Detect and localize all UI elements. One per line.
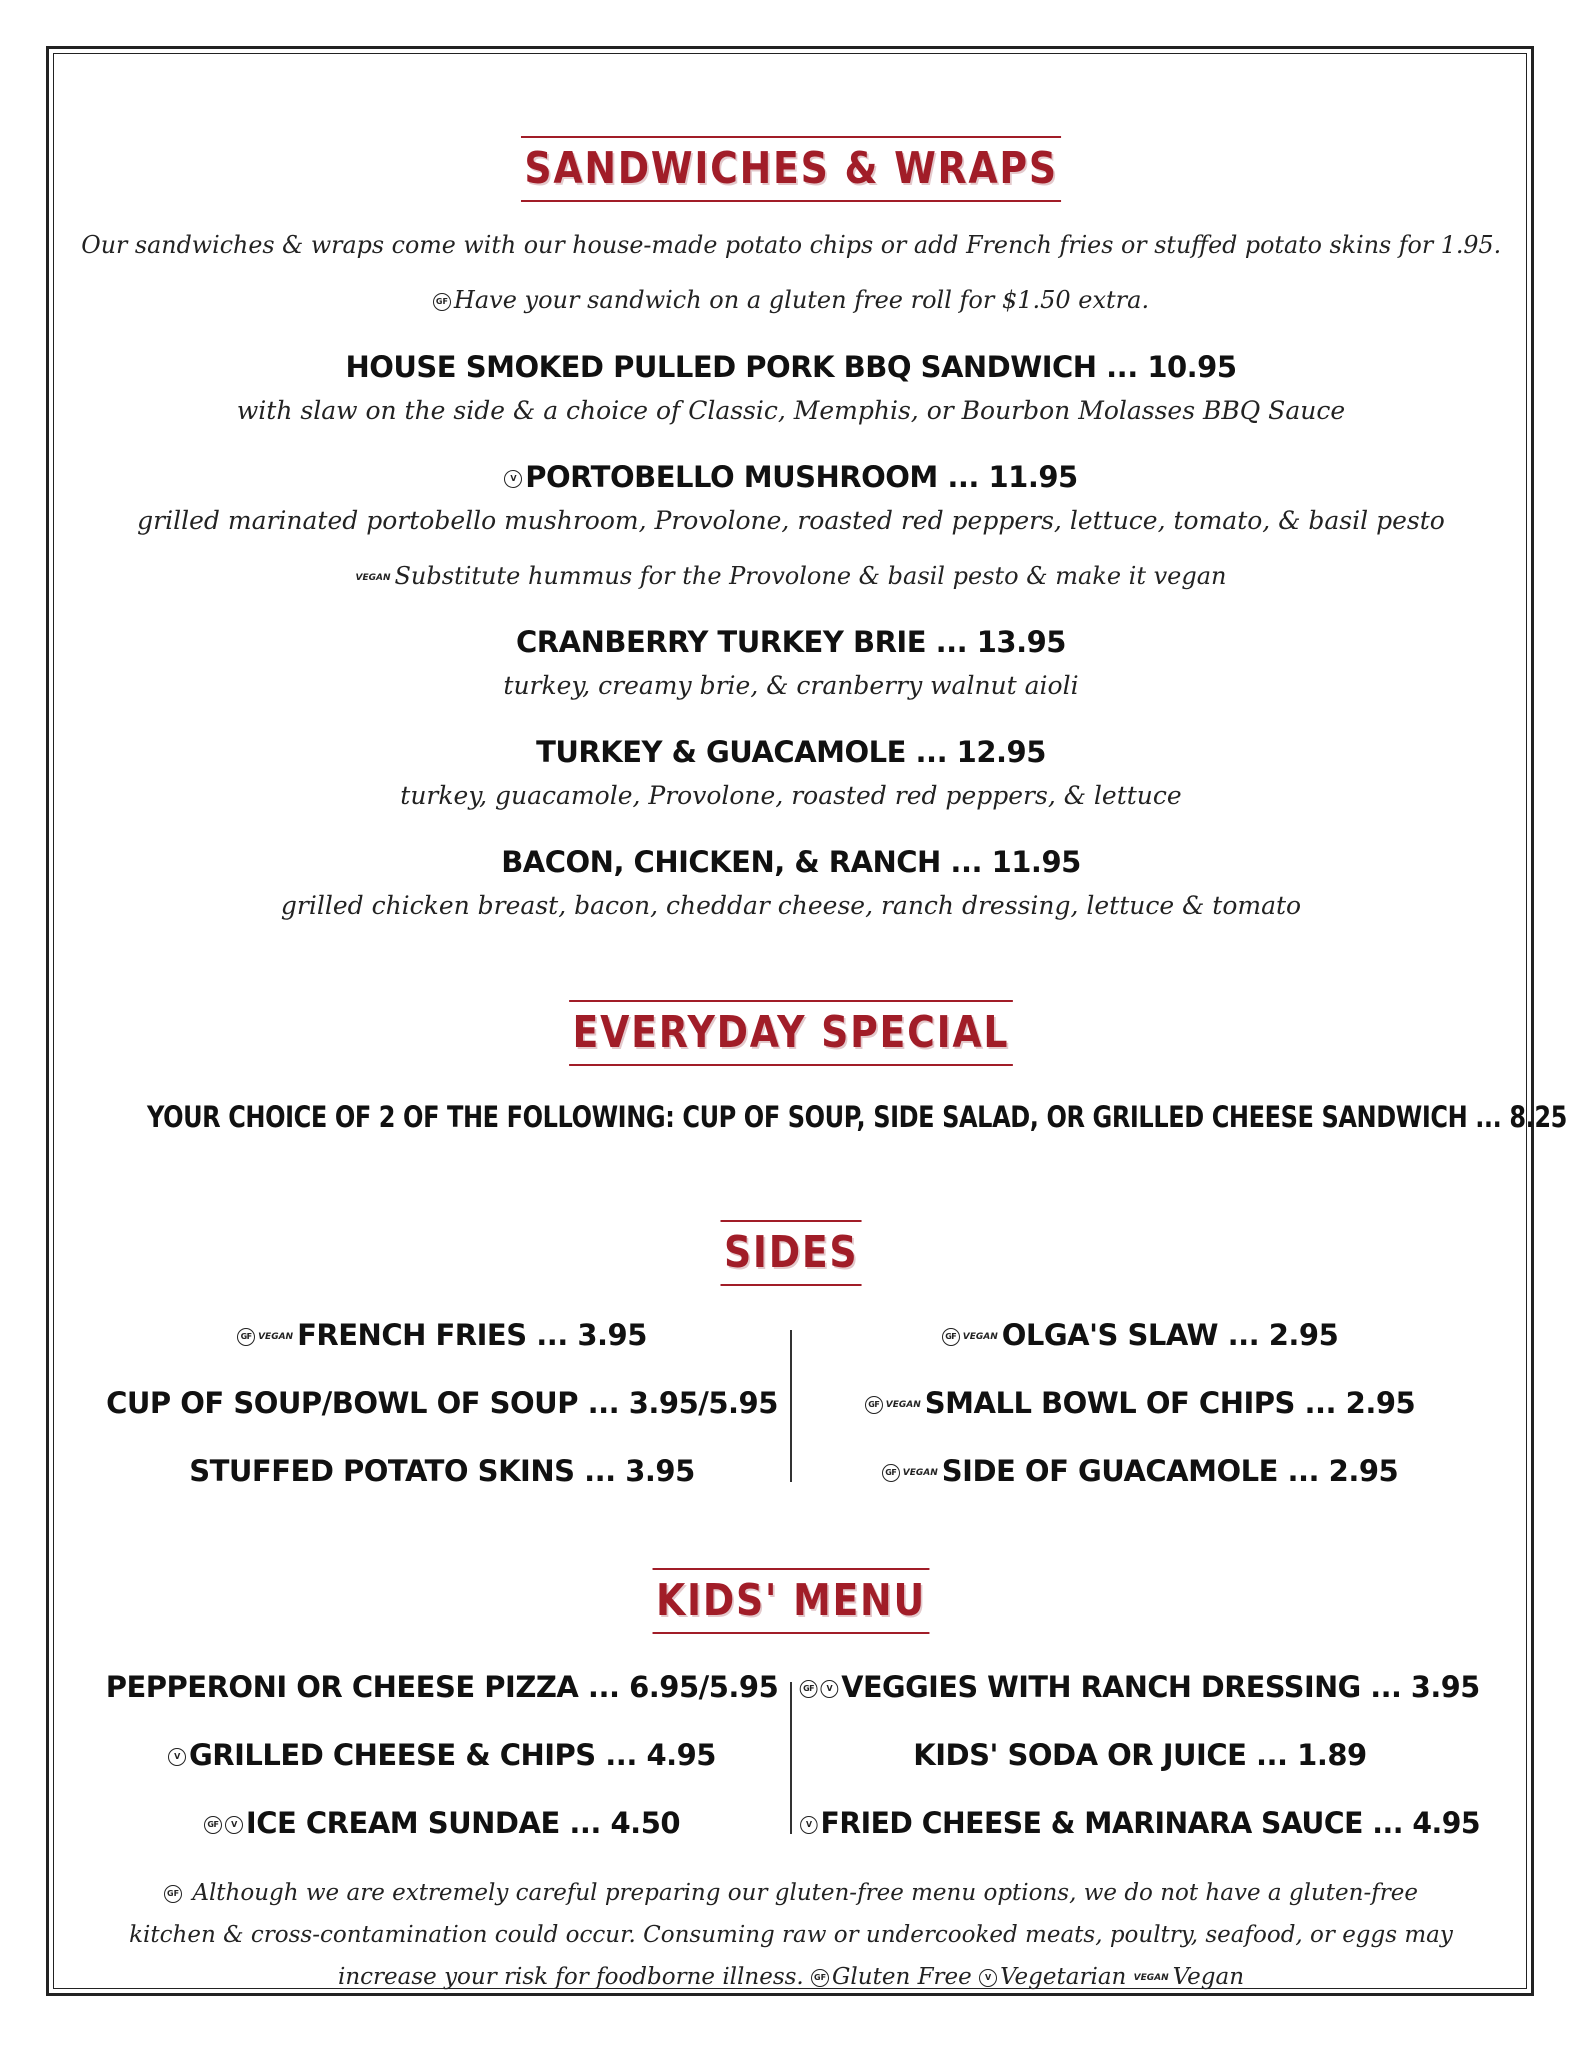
menu-item-bacon-chicken-ranch: BACON, CHICKEN, & RANCH ... 11.95	[501, 845, 1081, 879]
menu-item-pulled-pork-desc: with slaw on the side & a choice of Classic, Memphis, or Bourbon Molasses BBQ Sauce	[236, 396, 1346, 425]
gluten-free-icon: GF	[800, 1680, 818, 1698]
everyday-special-text: YOUR CHOICE OF 2 OF THE FOLLOWING: CUP OF SOUP, SIDE SALAD, OR GRILLED CHEESE SANDWICH ... 8.25	[146, 1100, 1567, 1134]
vegetarian-icon: V	[504, 470, 522, 488]
vegan-icon: VEGAN	[962, 1332, 998, 1342]
menu-item-portobello-vegan-note: VEGAN Substitute hummus for the Provolone & basil pesto & make it vegan	[355, 562, 1227, 590]
gluten-free-icon: GF	[204, 1816, 222, 1834]
menu-item-portobello-desc: grilled marinated portobello mushroom, Provolone, roasted red peppers, lettuce, tomato, & basil pesto	[137, 506, 1445, 535]
kids-item-fried-cheese: V FRIED CHEESE & MARINARA SAUCE ... 4.95	[790, 1806, 1490, 1840]
kids-item-grilled-cheese: V GRILLED CHEESE & CHIPS ... 4.95	[92, 1738, 792, 1772]
gluten-free-roll-note: GF Have your sandwich on a gluten free roll for $1.50 extra.	[0, 286, 1582, 314]
gluten-free-icon: GF	[164, 1885, 182, 1903]
vegan-icon: VEGAN	[902, 1468, 938, 1478]
vegan-icon: VEGAN	[355, 572, 391, 583]
vegetarian-icon: V	[800, 1816, 818, 1834]
gluten-free-icon: GF	[811, 1969, 829, 1987]
menu-item-portobello: V PORTOBELLO MUSHROOM ... 11.95	[0, 460, 1582, 494]
gluten-free-icon: GF	[865, 1396, 883, 1414]
kids-item-pizza: PEPPERONI OR CHEESE PIZZA ... 6.95/5.95	[105, 1670, 779, 1704]
menu-item-pulled-pork: HOUSE SMOKED PULLED PORK BBQ SANDWICH ... 10.95	[345, 350, 1237, 384]
menu-item-cranberry-turkey-brie: CRANBERRY TURKEY BRIE ... 13.95	[516, 625, 1066, 659]
menu-item-bacon-chicken-ranch-desc: grilled chicken breast, bacon, cheddar cheese, ranch dressing, lettuce & tomato	[280, 891, 1302, 920]
vegan-icon: VEGAN	[885, 1400, 921, 1410]
menu-item-cranberry-turkey-brie-desc: turkey, creamy brie, & cranberry walnut aioli	[503, 671, 1079, 700]
kids-item-soda-juice: KIDS' SODA OR JUICE ... 1.89	[913, 1738, 1367, 1772]
kids-item-veggies: GF V VEGGIES WITH RANCH DRESSING ... 3.95	[790, 1670, 1490, 1704]
sandwiches-heading: SANDWICHES & WRAPS	[0, 136, 1582, 202]
vegan-icon: VEGAN	[1133, 1973, 1169, 1983]
gluten-free-icon: GF	[942, 1328, 960, 1346]
allergen-disclaimer: GF Although we are extremely careful preparing our gluten-free menu options, we do not have a gluten-free kitchen & cross-contamination could occur. Consuming raw or undercooked meats, poultry, seafood, or eggs may increase your risk for foodborne illness. GF Gluten Free V Vegetarian VEGAN Vegan	[120, 1872, 1462, 1999]
everyday-special-heading: EVERYDAY SPECIAL	[0, 1000, 1582, 1066]
gluten-free-icon: GF	[237, 1328, 255, 1346]
side-item-chips: GF VEGAN SMALL BOWL OF CHIPS ... 2.95	[790, 1386, 1490, 1420]
kids-menu-heading: KIDS' MENU	[0, 1568, 1582, 1634]
side-item-potato-skins: STUFFED POTATO SKINS ... 3.95	[189, 1454, 695, 1488]
sandwiches-intro: Our sandwiches & wraps come with our house-made potato chips or add French fries or stuffed potato skins for 1.95.	[81, 231, 1501, 259]
vegetarian-icon: V	[168, 1748, 186, 1766]
vegan-icon: VEGAN	[258, 1332, 294, 1342]
vegetarian-icon: V	[979, 1969, 997, 1987]
gluten-free-icon: GF	[433, 293, 451, 311]
side-item-soup: CUP OF SOUP/BOWL OF SOUP ... 3.95/5.95	[106, 1386, 778, 1420]
side-item-olgas-slaw: GF VEGAN OLGA'S SLAW ... 2.95	[790, 1318, 1490, 1352]
menu-item-turkey-guacamole: TURKEY & GUACAMOLE ... 12.95	[536, 735, 1046, 769]
vegetarian-icon: V	[821, 1680, 839, 1698]
sides-heading: SIDES	[0, 1220, 1582, 1286]
menu-item-turkey-guacamole-desc: turkey, guacamole, Provolone, roasted red peppers, & lettuce	[400, 781, 1182, 810]
side-item-french-fries: GF VEGAN FRENCH FRIES ... 3.95	[92, 1318, 792, 1352]
vegetarian-icon: V	[225, 1816, 243, 1834]
side-item-guacamole: GF VEGAN SIDE OF GUACAMOLE ... 2.95	[790, 1454, 1490, 1488]
kids-item-sundae: GF V ICE CREAM SUNDAE ... 4.50	[92, 1806, 792, 1840]
gluten-free-icon: GF	[882, 1464, 900, 1482]
